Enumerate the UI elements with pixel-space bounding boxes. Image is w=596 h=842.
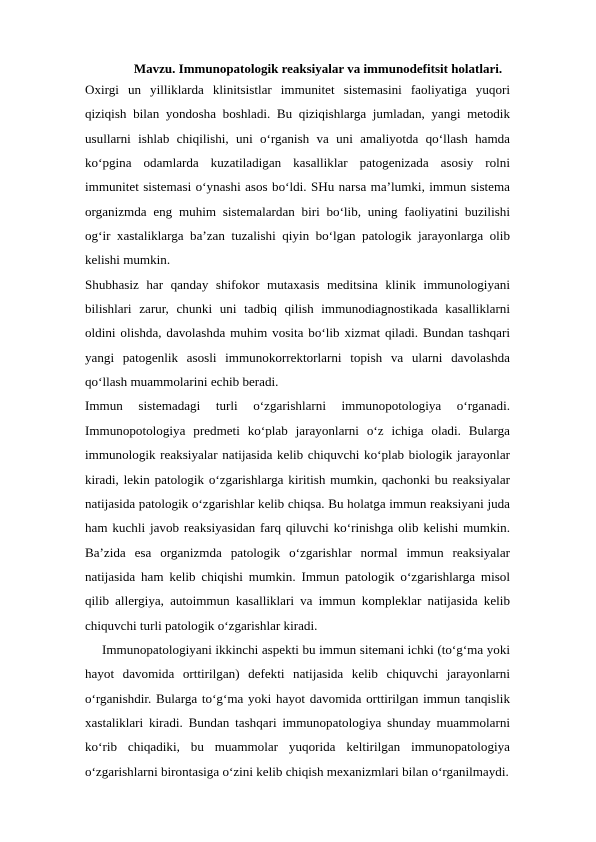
document-body xyxy=(85,78,510,784)
document-title-text: Mavzu. Immunopatologik reaksiyalar va immunodefitsit holatlari. xyxy=(133,61,503,76)
paragraph-3: Immun sistemadagi turli o‘zgarishlarni immunopotologiya o‘rganadi. Immunopotologiya predmeti ko‘plab jarayonlarni o‘z ichiga oladi. Bularga immunologik reaksiyalar natijasida kelib chiquvchi ko‘plab biologik jarayonlar kiradi, lekin patologik o‘zgarishlarga kiritish mumkin, qachonki bu reaksiyalar natijasida patologik o‘zgarishlar kelib chiqsa. Bu holatga immun reaksiyani juda ham kuchli javob reaksiyasidan farq qiluvchi ko‘rinishga olib kelishi mumkin. Ba’zida esa organizmda patologik o‘zgarishlar normal immun reaksiyalar natijasida ham kelib chiqishi mumkin. Immun patologik o‘zgarishlarga misol qilib allergiya, autoimmun kasalliklari va immun kompleklar natijasida kelib chiquvchi turli patologik o‘zgarishlar kiradi. xyxy=(85,398,510,633)
paragraph-1: Oxirgi un yilliklarda klinitsistlar immunitet sistemasini faoliyatiga yuqori qiziqish bilan yondosha boshladi. Bu qiziqishlarga jumladan, yangi metodik usullarni ishlab chiqilishi, uni o‘rganish va uni amaliyotda qo‘llash hamda ko‘pgina odamlarda kuzatiladigan kasalliklar patogenizada asosiy rolni immunitet sistemasi o‘ynashi asos bo‘ldi. SHu narsa ma’lumki, immun sistema organizmda eng muhim sistemalardan biri bo‘lib, uning faoliyatini buzilishi og‘ir xastaliklarga ba’zan tuzalishi qiyin bo‘lgan patologik jarayonlarga olib kelishi mumkin. xyxy=(85,82,510,268)
document-title xyxy=(0,61,596,77)
paragraph-4: Immunopatologiyani ikkinchi aspekti bu immun sitemani ichki (to‘g‘ma yoki hayot davomida orttirilgan) defekti natijasida kelib chiquvchi jarayonlarni o‘rganishdir. Bularga to‘g‘ma yoki hayot davomida orttirilgan immun tanqislik xastaliklari kiradi. Bundan tashqari immunopatologiya shunday muammolarni ko‘rib chiqadiki, bu muammolar yuqorida keltirilgan immunopatologiya o‘zgarishlarni birontasiga o‘zini kelib chiqish mexanizmlari bilan o‘rganilmaydi. xyxy=(85,641,510,779)
paragraph-2: Shubhasiz har qanday shifokor mutaxasis meditsina klinik immunologiyani bilishlari zarur, chunki uni tadbiq qilish immunodiagnostikada kasalliklarni oldini olishda, davolashda muhim vosita bo‘lib xizmat qiladi. Bundan tashqari yangi patogenlik asosli immunokorrektorlarni topish va ularni davolashda qo‘llash muammolarini echib beradi. xyxy=(85,276,510,390)
